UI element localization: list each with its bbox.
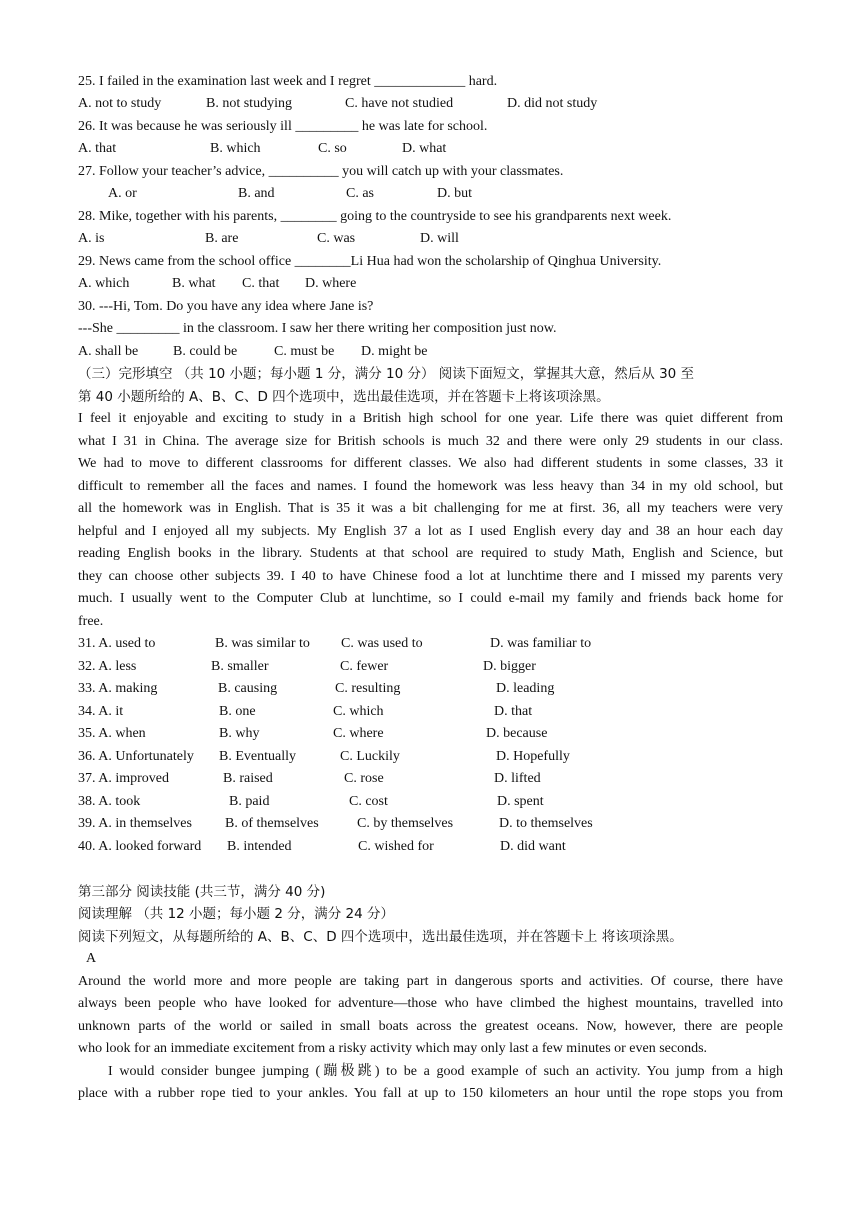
option-b: B. causing bbox=[218, 681, 278, 696]
option-c: C. which bbox=[333, 704, 384, 719]
option-c: C. as bbox=[346, 186, 374, 201]
option-d: D. because bbox=[486, 726, 548, 741]
option-c: C. must be bbox=[274, 344, 335, 359]
reading-passage-line: Around the world more and more people are taking part in dangerous sports and activities. Of course, there have bbox=[78, 974, 783, 989]
option-d: D. did want bbox=[500, 839, 566, 854]
cloze-passage-line: We had to move to different classrooms for different classes. We also had different students in some classes, 33 it bbox=[78, 456, 783, 471]
cloze-passage-line: much. I usually went to the Computer Club at lunchtime, so I could e-mail my family and friends back home for bbox=[78, 591, 783, 606]
cloze-passage-line: reading English books in the library. Students at that school are required to study Math, English and Science, but bbox=[78, 546, 783, 561]
cloze-passage-line: difficult to remember all the faces and names. I found the homework was less heavy than 34 in my old school, but bbox=[78, 479, 783, 494]
option-c: C. by themselves bbox=[357, 816, 454, 831]
option-c: C. was bbox=[317, 231, 356, 246]
reading-section-title: 阅读理解 （共 12 小题；每小题 2 分，满分 24 分） bbox=[78, 906, 394, 922]
cloze-passage-line: free. bbox=[78, 614, 104, 629]
option-d: D. spent bbox=[497, 794, 544, 809]
cloze-passage-line: all the homework was in English. That is 35 it was a bit challenging for me at first. 36, all my teachers were very bbox=[78, 501, 783, 516]
question-28-stem: 28. Mike, together with his parents, ________ going to the countryside to see his grandparents next week. bbox=[78, 209, 672, 224]
cloze-passage-line: they can choose other subjects 39. I 40 to have Chinese food a lot at lunchtime there and I missed my parents very bbox=[78, 569, 783, 584]
option-a: A. shall be bbox=[78, 344, 139, 359]
option-d: D. will bbox=[420, 231, 459, 246]
option-a: 33. A. making bbox=[78, 681, 158, 696]
option-c: C. resulting bbox=[335, 681, 401, 696]
option-a: 34. A. it bbox=[78, 704, 124, 719]
cloze-instruction: 第 40 小题所给的 A、B、C、D 四个选项中，选出最佳选项，并在答题卡上将该项涂黑。 bbox=[78, 389, 610, 405]
reading-passage-line: I would consider bungee jumping (蹦极跳) to be a good example of such an activity. You jump from a high bbox=[108, 1064, 783, 1079]
option-a: 38. A. took bbox=[78, 794, 141, 809]
option-c: C. Luckily bbox=[340, 749, 400, 764]
reading-passage-line: unknown parts of the world or sailed in small boats across the greatest oceans. Now, however, there are people bbox=[78, 1019, 783, 1034]
option-b: B. one bbox=[219, 704, 256, 719]
question-26-stem: 26. It was because he was seriously ill _________ he was late for school. bbox=[78, 119, 488, 134]
cloze-passage-line: I feel it enjoyable and exciting to study in a British high school for one year. Life there was quiet different from bbox=[78, 411, 783, 426]
option-a: A. that bbox=[78, 141, 117, 156]
option-b: B. what bbox=[172, 276, 216, 291]
option-d: D. bigger bbox=[483, 659, 536, 674]
option-a: A. or bbox=[108, 186, 137, 201]
option-c: C. wished for bbox=[358, 839, 434, 854]
option-c: C. that bbox=[242, 276, 280, 291]
reading-passage-line: always been people who have looked for adventure—those who have climbed the highest mountains, travelled into bbox=[78, 996, 783, 1011]
option-d: D. might be bbox=[361, 344, 428, 359]
reading-instruction: 阅读下列短文，从每题所给的 A、B、C、D 四个选项中，选出最佳选项，并在答题卡上 将该项涂黑。 bbox=[78, 929, 683, 945]
cloze-passage-line: helpful and I enjoyed all my subjects. My English 37 a lot as I used English every day and 38 an hour each day bbox=[78, 524, 783, 539]
part-three-title: 第三部分 阅读技能 (共三节，满分 40 分) bbox=[78, 884, 326, 900]
option-a: 31. A. used to bbox=[78, 636, 156, 651]
question-30-stem: 30. ---Hi, Tom. Do you have any idea where Jane is? bbox=[78, 299, 374, 314]
option-b: B. was similar to bbox=[215, 636, 310, 651]
option-c: C. so bbox=[318, 141, 347, 156]
question-25-stem: 25. I failed in the examination last week and I regret _____________ hard. bbox=[78, 74, 498, 89]
reading-passage-line: place with a rubber rope tied to your ankles. You fall at up to 150 kilometers an hour until the rope stops you from bbox=[78, 1086, 783, 1101]
option-d: D. leading bbox=[496, 681, 555, 696]
option-b: B. are bbox=[205, 231, 239, 246]
option-c: C. fewer bbox=[340, 659, 389, 674]
option-a: A. which bbox=[78, 276, 130, 291]
option-b: B. smaller bbox=[211, 659, 269, 674]
option-a: A. not to study bbox=[78, 96, 162, 111]
option-b: B. paid bbox=[229, 794, 270, 809]
option-b: B. which bbox=[210, 141, 261, 156]
option-b: B. Eventually bbox=[219, 749, 296, 764]
option-c: C. was used to bbox=[341, 636, 423, 651]
option-a: 32. A. less bbox=[78, 659, 137, 674]
option-a: A. is bbox=[78, 231, 105, 246]
option-b: B. not studying bbox=[206, 96, 292, 111]
option-b: B. could be bbox=[173, 344, 238, 359]
option-a: 40. A. looked forward bbox=[78, 839, 202, 854]
option-a: 37. A. improved bbox=[78, 771, 169, 786]
option-d: D. Hopefully bbox=[496, 749, 570, 764]
option-b: B. and bbox=[238, 186, 275, 201]
option-d: D. was familiar to bbox=[490, 636, 592, 651]
cloze-passage-line: what I 31 in China. The average size for British schools is much 32 and there were only 29 students in our class. bbox=[78, 434, 783, 449]
question-29-stem: 29. News came from the school office ________Li Hua had won the scholarship of Qinghua University. bbox=[78, 254, 662, 269]
option-c: C. have not studied bbox=[345, 96, 454, 111]
option-d: D. but bbox=[437, 186, 472, 201]
option-d: D. where bbox=[305, 276, 357, 291]
option-d: D. what bbox=[402, 141, 447, 156]
option-d: D. that bbox=[494, 704, 533, 719]
reading-passage-line: who look for an immediate excitement from a risky activity which may only last a few minutes or even seconds. bbox=[78, 1041, 708, 1056]
option-d: D. to themselves bbox=[499, 816, 593, 831]
option-b: B. raised bbox=[223, 771, 273, 786]
option-c: C. rose bbox=[344, 771, 384, 786]
option-c: C. cost bbox=[349, 794, 388, 809]
cloze-heading: （三）完形填空 （共 10 小题；每小题 1 分，满分 10 分） 阅读下面短文，掌握其大意，然后从 30 至 bbox=[78, 366, 695, 382]
option-d: D. did not study bbox=[507, 96, 598, 111]
option-c: C. where bbox=[333, 726, 384, 741]
question-30-stem-response: ---She _________ in the classroom. I saw her there writing her composition just now. bbox=[78, 321, 557, 336]
option-a: 39. A. in themselves bbox=[78, 816, 192, 831]
passage-label: A bbox=[86, 951, 97, 966]
option-b: B. intended bbox=[227, 839, 292, 854]
option-b: B. of themselves bbox=[225, 816, 319, 831]
option-a: 36. A. Unfortunately bbox=[78, 749, 194, 764]
question-27-stem: 27. Follow your teacher’s advice, __________ you will catch up with your classmates. bbox=[78, 164, 564, 179]
option-b: B. why bbox=[219, 726, 260, 741]
option-d: D. lifted bbox=[494, 771, 541, 786]
option-a: 35. A. when bbox=[78, 726, 146, 741]
